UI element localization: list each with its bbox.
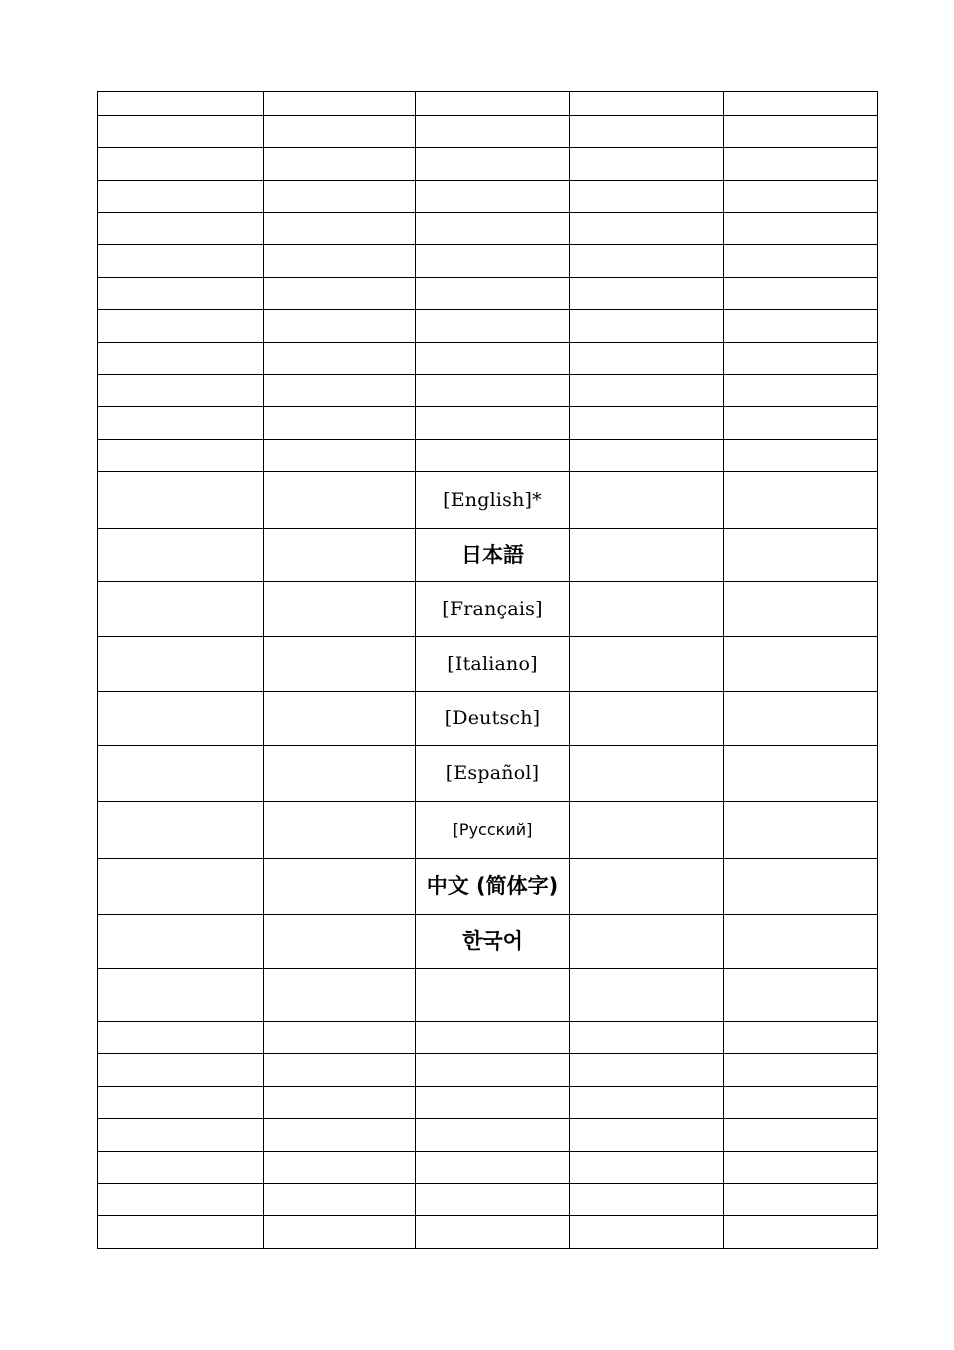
table-row — [98, 440, 878, 472]
table-row — [98, 1184, 878, 1216]
table-row — [98, 375, 878, 407]
language-label-japanese: 日本語 — [461, 542, 524, 567]
language-label-korean: 한국어 — [462, 929, 523, 953]
table-row-language-french — [98, 582, 878, 637]
language-label-french: [Français] — [442, 597, 543, 620]
table-row — [98, 1216, 878, 1249]
table-row — [98, 278, 878, 310]
table-row — [98, 1087, 878, 1119]
table-row-language-korean — [98, 915, 878, 969]
table-row — [98, 407, 878, 440]
document-grid-table — [97, 91, 878, 1249]
table-row — [98, 116, 878, 148]
table-row — [98, 310, 878, 343]
table-row — [98, 213, 878, 245]
language-label-spanish: [Español] — [445, 762, 540, 784]
table-row — [98, 92, 878, 116]
language-label-english: [English]* — [443, 488, 542, 511]
table-row — [98, 245, 878, 278]
table-row-language-chinese — [98, 859, 878, 915]
table-row — [98, 181, 878, 213]
table-row — [98, 969, 878, 1022]
table-row — [98, 1054, 878, 1087]
table-row — [98, 1119, 878, 1152]
table-row-language-japanese — [98, 529, 878, 582]
table-row — [98, 1152, 878, 1184]
language-label-russian: [Русский] — [452, 819, 533, 839]
table-row-language-spanish — [98, 746, 878, 802]
language-label-italian: [Italiano] — [447, 652, 538, 675]
language-label-chinese: 中文 (简体字) — [426, 874, 559, 898]
table-row-language-english — [98, 472, 878, 529]
table-row-language-russian — [98, 802, 878, 859]
table-row-language-italian — [98, 637, 878, 692]
table-row — [98, 1022, 878, 1054]
table-row — [98, 343, 878, 375]
language-label-german: [Deutsch] — [444, 707, 541, 729]
table-row-language-german — [98, 692, 878, 746]
table-row — [98, 148, 878, 181]
